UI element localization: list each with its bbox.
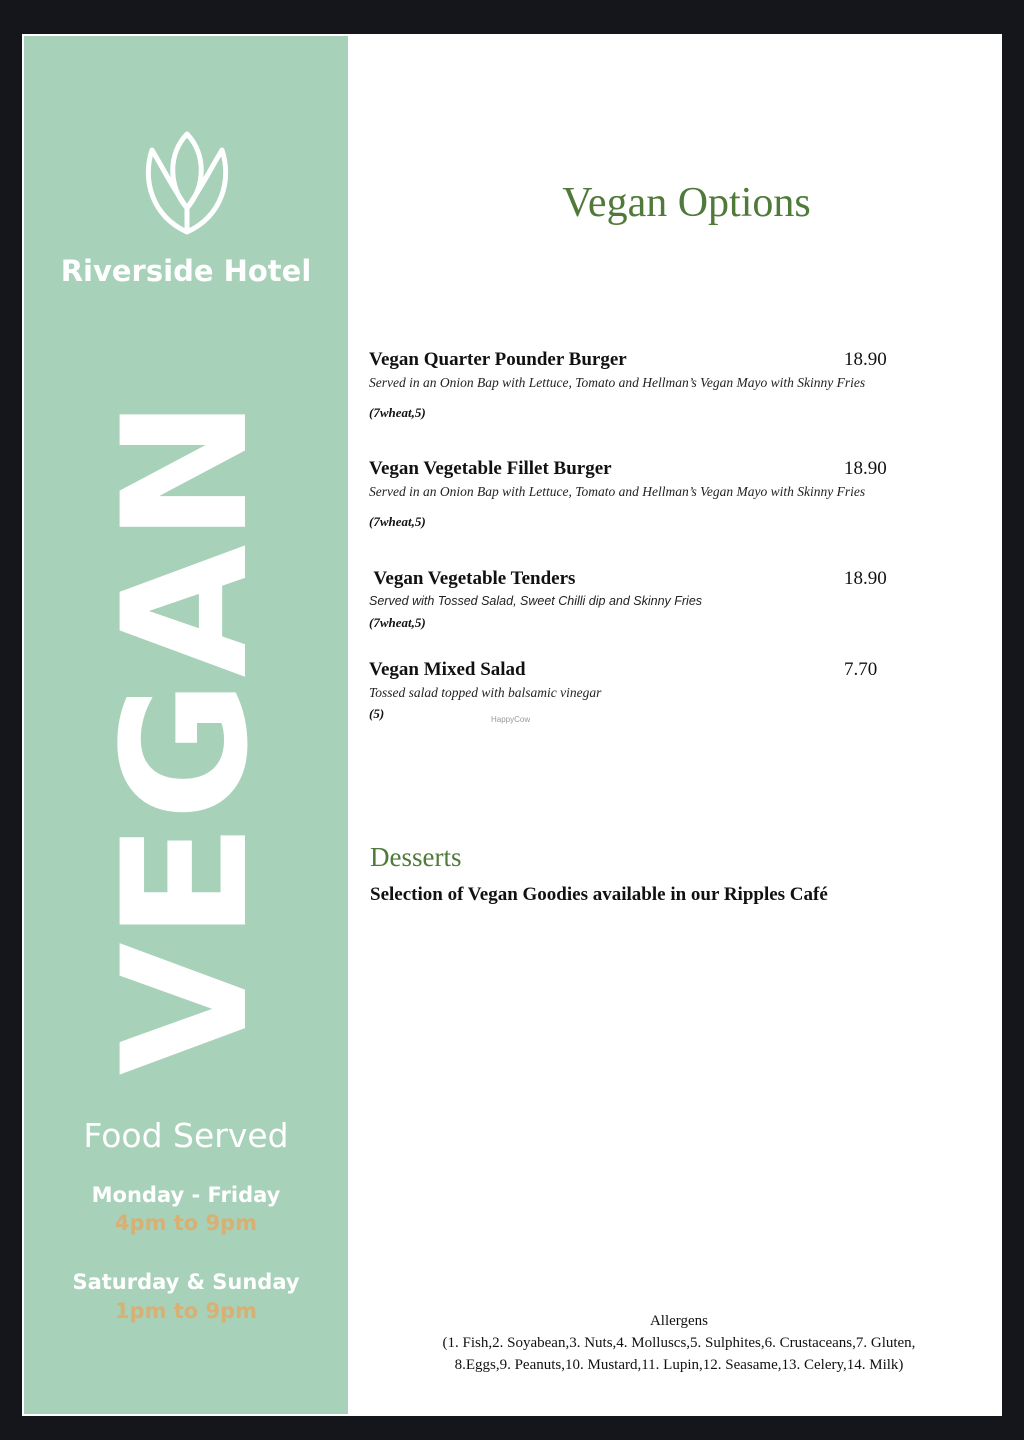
item-price: 18.90: [844, 458, 887, 479]
item-name: Vegan Vegetable Fillet Burger: [369, 458, 612, 479]
schedule-days-weekend: Saturday & Sunday: [72, 1270, 300, 1294]
allergens-line-2: 8.Eggs,9. Peanuts,10. Mustard,11. Lupin,12. Seasame,13. Celery,14. Milk): [454, 1357, 904, 1373]
schedule-hours-weekday: 4pm to 9pm: [114, 1211, 258, 1235]
item-name: Vegan Mixed Salad: [369, 659, 526, 680]
schedule-hours-weekend: 1pm to 9pm: [114, 1299, 258, 1323]
happycow-watermark: HappyCow: [491, 715, 531, 724]
item-allergens: (7wheat,5): [369, 514, 426, 529]
food-served-label: Food Served: [83, 1116, 289, 1155]
vegan-vertical-title: VEGAN: [85, 396, 286, 1076]
item-price: 18.90: [844, 568, 887, 589]
desserts-heading: Desserts: [370, 842, 462, 872]
item-description: Served in an Onion Bap with Lettuce, Tomato and Hellman’s Vegan Mayo with Skinny Fries: [369, 484, 866, 499]
item-description: Tossed salad topped with balsamic vinegar: [369, 685, 602, 700]
item-allergens: (5): [369, 706, 385, 721]
allergens-note: [412, 1310, 946, 1376]
item-price: 18.90: [844, 349, 887, 370]
lotus-icon: [140, 128, 234, 238]
page-title: Vegan Options: [562, 180, 811, 226]
item-name: Vegan Vegetable Tenders: [369, 568, 576, 589]
item-allergens: (7wheat,5): [369, 615, 426, 630]
item-name: Vegan Quarter Pounder Burger: [369, 349, 627, 370]
item-allergens: (7wheat,5): [369, 405, 426, 420]
hotel-name: Riverside Hotel: [60, 254, 312, 288]
item-description: Served with Tossed Salad, Sweet Chilli dip and Skinny Fries: [369, 594, 703, 608]
sidebar: [24, 36, 348, 1414]
item-price: 7.70: [844, 659, 878, 680]
allergens-line-1: (1. Fish,2. Soyabean,3. Nuts,4. Molluscs,5. Sulphites,6. Crustaceans,7. Gluten,: [442, 1335, 916, 1351]
allergens-heading: Allergens: [649, 1313, 709, 1329]
menu-page: [22, 34, 1002, 1416]
schedule-days-weekday: Monday - Friday: [91, 1183, 281, 1207]
desserts-text: Selection of Vegan Goodies available in our Ripples Café: [370, 884, 828, 905]
item-description: Served in an Onion Bap with Lettuce, Tomato and Hellman’s Vegan Mayo with Skinny Fries: [369, 375, 866, 390]
